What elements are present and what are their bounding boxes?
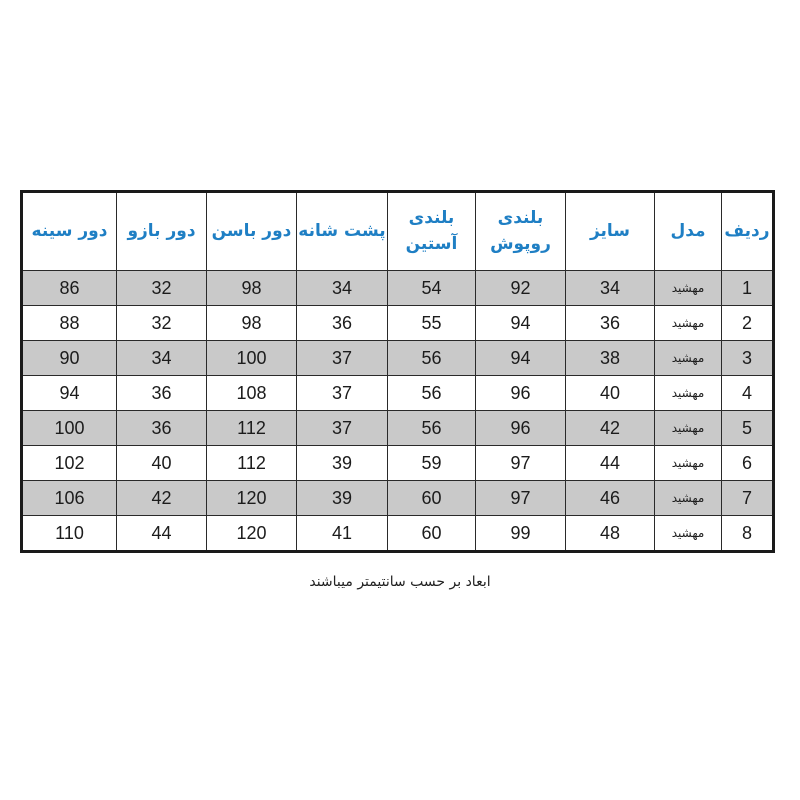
cell-model: مهشید: [655, 271, 722, 306]
cell-sleeve-length: 59: [388, 446, 476, 481]
header-hip: دور باسن: [207, 192, 297, 271]
cell-sleeve-length: 54: [388, 271, 476, 306]
cell-back-shoulder: 39: [297, 446, 388, 481]
cell-size: 46: [566, 481, 655, 516]
header-size: سایز: [566, 192, 655, 271]
header-chest: دور سینه: [22, 192, 117, 271]
cell-back-shoulder: 37: [297, 341, 388, 376]
cell-hip: 100: [207, 341, 297, 376]
cell-model: مهشید: [655, 516, 722, 552]
cell-coat-length: 94: [476, 306, 566, 341]
cell-model: مهشید: [655, 481, 722, 516]
cell-size: 36: [566, 306, 655, 341]
cell-coat-length: 92: [476, 271, 566, 306]
cell-row-number: 6: [722, 446, 774, 481]
cell-model: مهشید: [655, 341, 722, 376]
cell-model: مهشید: [655, 411, 722, 446]
header-sleeve-length: بلندی آستین: [388, 192, 476, 271]
cell-hip: 120: [207, 516, 297, 552]
table-row: [22, 376, 774, 411]
cell-chest: 86: [22, 271, 117, 306]
size-chart-table: [20, 190, 775, 553]
cell-model: مهشید: [655, 446, 722, 481]
cell-chest: 90: [22, 341, 117, 376]
cell-hip: 120: [207, 481, 297, 516]
cell-size: 34: [566, 271, 655, 306]
header-back-shoulder: پشت شانه: [297, 192, 388, 271]
cell-back-shoulder: 37: [297, 411, 388, 446]
cell-chest: 102: [22, 446, 117, 481]
cell-back-shoulder: 41: [297, 516, 388, 552]
cell-arm: 40: [117, 446, 207, 481]
cell-arm: 32: [117, 306, 207, 341]
cell-sleeve-length: 56: [388, 341, 476, 376]
cell-model: مهشید: [655, 376, 722, 411]
header-row: [22, 192, 774, 271]
table-row: [22, 516, 774, 552]
header-arm: دور بازو: [117, 192, 207, 271]
cell-row-number: 1: [722, 271, 774, 306]
cell-arm: 32: [117, 271, 207, 306]
cell-coat-length: 94: [476, 341, 566, 376]
cell-size: 38: [566, 341, 655, 376]
table-row: [22, 446, 774, 481]
cell-arm: 44: [117, 516, 207, 552]
cell-sleeve-length: 56: [388, 376, 476, 411]
cell-hip: 98: [207, 271, 297, 306]
cell-hip: 98: [207, 306, 297, 341]
table-body: [22, 271, 774, 552]
cell-row-number: 8: [722, 516, 774, 552]
cell-back-shoulder: 39: [297, 481, 388, 516]
cell-back-shoulder: 34: [297, 271, 388, 306]
table-row: [22, 481, 774, 516]
cell-chest: 110: [22, 516, 117, 552]
cell-row-number: 7: [722, 481, 774, 516]
cell-coat-length: 97: [476, 481, 566, 516]
header-coat-length: بلندی روپوش: [476, 192, 566, 271]
cell-sleeve-length: 56: [388, 411, 476, 446]
cell-sleeve-length: 60: [388, 516, 476, 552]
cell-coat-length: 96: [476, 376, 566, 411]
cell-hip: 112: [207, 446, 297, 481]
cell-row-number: 4: [722, 376, 774, 411]
cell-size: 42: [566, 411, 655, 446]
table-header: [22, 192, 774, 271]
cell-row-number: 3: [722, 341, 774, 376]
cell-coat-length: 97: [476, 446, 566, 481]
cell-chest: 88: [22, 306, 117, 341]
cell-size: 44: [566, 446, 655, 481]
table-row: [22, 411, 774, 446]
cell-arm: 34: [117, 341, 207, 376]
units-caption: ابعاد بر حسب سانتیمتر میباشند: [309, 574, 491, 590]
cell-chest: 94: [22, 376, 117, 411]
cell-back-shoulder: 36: [297, 306, 388, 341]
cell-chest: 100: [22, 411, 117, 446]
cell-model: مهشید: [655, 306, 722, 341]
cell-row-number: 2: [722, 306, 774, 341]
header-model: مدل: [655, 192, 722, 271]
cell-back-shoulder: 37: [297, 376, 388, 411]
header-row-number: ردیف: [722, 192, 774, 271]
cell-arm: 36: [117, 376, 207, 411]
cell-arm: 36: [117, 411, 207, 446]
cell-sleeve-length: 60: [388, 481, 476, 516]
cell-size: 48: [566, 516, 655, 552]
table-row: [22, 271, 774, 306]
cell-chest: 106: [22, 481, 117, 516]
cell-hip: 112: [207, 411, 297, 446]
cell-sleeve-length: 55: [388, 306, 476, 341]
table-row: [22, 341, 774, 376]
cell-arm: 42: [117, 481, 207, 516]
table-row: [22, 306, 774, 341]
cell-size: 40: [566, 376, 655, 411]
cell-coat-length: 96: [476, 411, 566, 446]
cell-row-number: 5: [722, 411, 774, 446]
cell-hip: 108: [207, 376, 297, 411]
cell-coat-length: 99: [476, 516, 566, 552]
